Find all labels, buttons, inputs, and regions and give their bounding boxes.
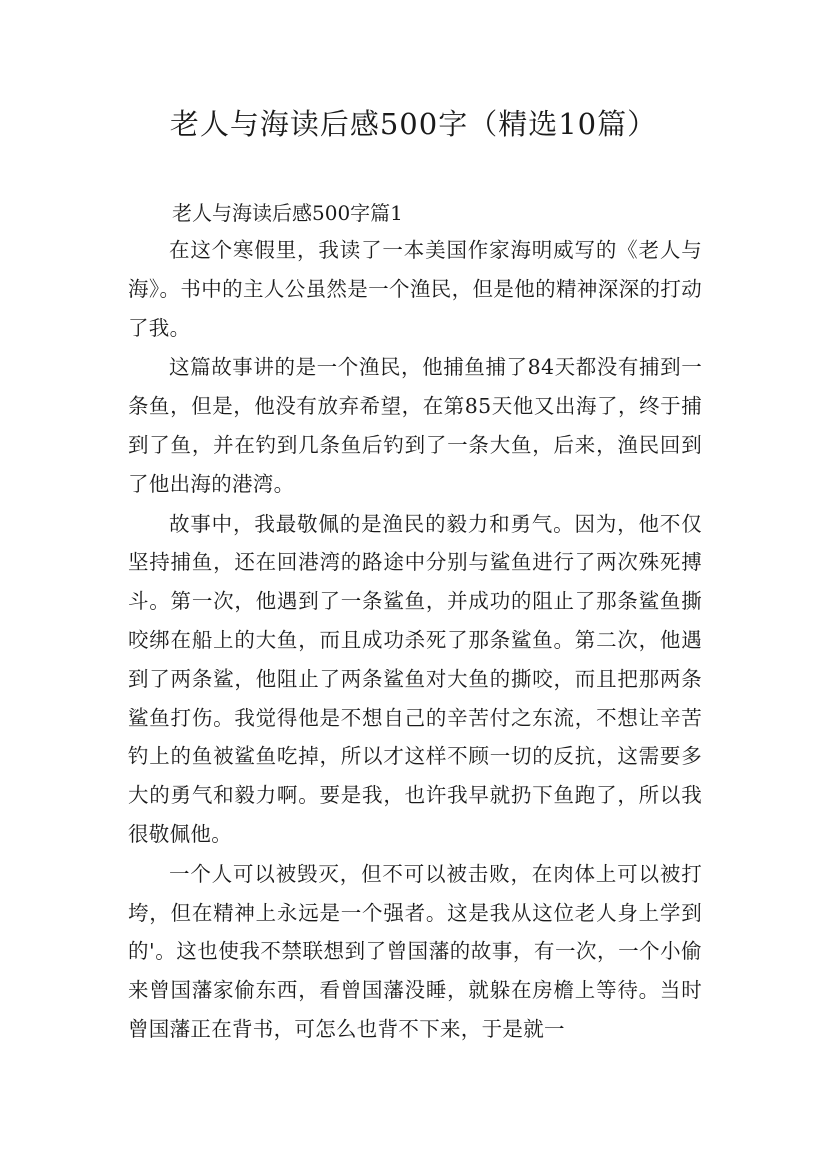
document-title: 老人与海读后感500字（精选10篇） [169,107,658,141]
paragraph: 这篇故事讲的是一个渔民，他捕鱼捕了84天都没有捕到一条鱼，但是，他没有放弃希望，在第85天他又出海了，终于捕到了鱼，并在钓到几条鱼后钓到了一条大鱼，后来，渔民回到了他出海的港湾。 [128,355,702,496]
section-heading: 老人与海读后感500字篇1 [172,201,403,225]
paragraph: 一个人可以被毁灭，但不可以被击败，在肉体上可以被打垮，但在精神上永远是一个强者。这是我从这位老人身上学到的'。这也使我不禁联想到了曾国藩的故事，有一次，一个小偷来曾国藩家偷东西，看曾国藩没睡，就躲在房檐上等待。当时曾国藩正在背书，可怎么也背不下来，于是就一 [128,861,702,1041]
article-body [128,231,702,1050]
paragraph: 在这个寒假里，我读了一本美国作家海明威写的《老人与海》。书中的主人公虽然是一个渔民，但是他的精神深深的打动了我。 [128,238,702,340]
paragraph: 故事中，我最敬佩的是渔民的毅力和勇气。因为，他不仅坚持捕鱼，还在回港湾的路途中分别与鲨鱼进行了两次殊死搏斗。第一次，他遇到了一条鲨鱼，并成功的阻止了那条鲨鱼撕咬绑在船上的大鱼，而且成功杀死了那条鲨鱼。第二次，他遇到了两条鲨，他阻止了两条鲨鱼对大鱼的撕咬，而且把那两条鲨鱼打伤。我觉得他是不想自己的辛苦付之东流，不想让辛苦钓上的鱼被鲨鱼吃掉，所以才这样不顾一切的反抗，这需要多大的勇气和毅力啊。要是我，也许我早就扔下鱼跑了，所以我很敬佩他。 [128,511,702,846]
